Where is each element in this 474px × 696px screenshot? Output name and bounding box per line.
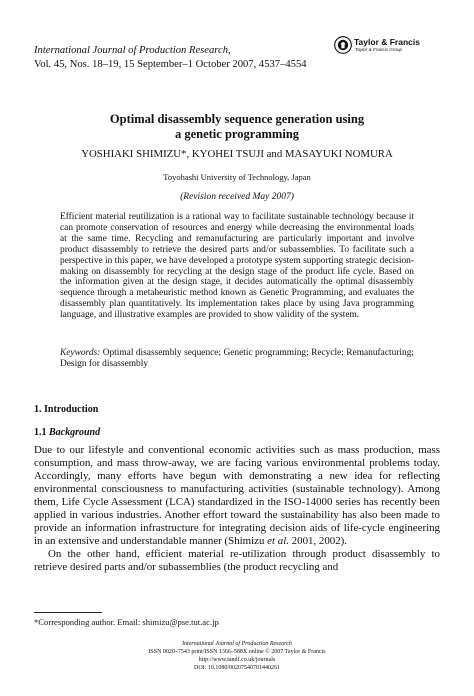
volume-line: Vol. 45, Nos. 18–19, 15 September–1 October 2007, 4537–4554 (34, 59, 307, 70)
footnote: *Corresponding author. Email: shimizu@pse.tut.ac.jp (34, 617, 219, 627)
abstract: Efficient material reutilization is a rational way to facilitate sustainable technology because it can promote conservation of resources and energy while decreasing the environmental loads at the same time. Recycling and remanufacturing are particularly important and involve product disassembly to retrieve the desired parts and/or subassemblies. To facilitate such a perspective in this paper, we have developed a prototype system supporting strategic decision-making on disassembly for recycling at the design stage of the product life cycle. Based on the information given at the design stage, it decides automatically the optimal disassembly sequence through a metaheuristic method known as Genetic Programming, and evaluates the disassembly plan quantitatively. Its implementation takes place by using Java programming language, and illustrative examples are provided to show validity of the system. (60, 212, 414, 321)
body-paragraph-1 (34, 444, 440, 548)
affiliation: Toyohashi University of Technology, Japan (163, 172, 311, 182)
paragraph-1-text: Due to our lifestyle and conventional economic activities such as mass production, mass consumption, and mass throw-away, we are facing various environmental problems today. Accordingly, many efforts have begun with demonstrating a new idea for reflecting environmental consciousness to manufacturing activities (sustainable technology). Among them, Life Cycle Assessment (LCA) standardized in the ISO-14000 series has recently been applied in various industries. Another effort toward the sustainability has also been made to provide an information infrastructure for integrating decision aids of life-cycle engineering in an extensive and understandable manner (Shimizu (34, 444, 440, 547)
article-title (34, 112, 440, 142)
paragraph-1-et-al: et al. (267, 535, 289, 547)
title-line-1: Optimal disassembly sequence generation using (109, 112, 365, 126)
paragraph-1-citation: 2001, 2002). (288, 535, 348, 547)
journal-header (34, 44, 334, 72)
body-text (34, 444, 440, 574)
publisher-group: Taylor & Francis Group (355, 47, 403, 52)
subsection-title: Background (49, 427, 101, 438)
title-line-2: a genetic programming (174, 127, 300, 141)
subsection-heading (34, 427, 100, 438)
publisher-name: Taylor & Francis (354, 37, 420, 47)
body-paragraph-2: On the other hand, efficient material re-utilization through product disassembly to retrieve desired parts and/or subassemblies (the product recycling and (34, 548, 440, 573)
footer-doi: DOI: 10.1080/00207540701440261 (194, 665, 280, 671)
subsection-number: 1.1 (34, 427, 47, 438)
section-heading: 1. Introduction (34, 404, 99, 415)
footer-issn: ISSN 0020–7543 print/ISSN 1366–588X online © 2007 Taylor & Francis (148, 649, 326, 655)
revision-note: (Revision received May 2007) (180, 192, 294, 202)
footer-journal: International Journal of Production Research (182, 641, 292, 647)
footnote-rule (34, 612, 102, 613)
keywords-list: Optimal disassembly sequence; Genetic programming; Recycle; Remanufacturing; Design for disassembly (60, 348, 414, 369)
journal-name: International Journal of Production Research, (34, 45, 231, 56)
keywords-label: Keywords: (60, 348, 101, 358)
authors: YOSHIAKI SHIMIZU*, KYOHEI TSUJI and MASAYUKI NOMURA (81, 148, 393, 160)
keywords (60, 348, 414, 370)
taylor-francis-logo-icon (334, 36, 352, 54)
footer-url: http://www.tandf.co.uk/journals (198, 657, 276, 663)
publisher-logo (334, 36, 444, 58)
page-footer (34, 640, 440, 672)
